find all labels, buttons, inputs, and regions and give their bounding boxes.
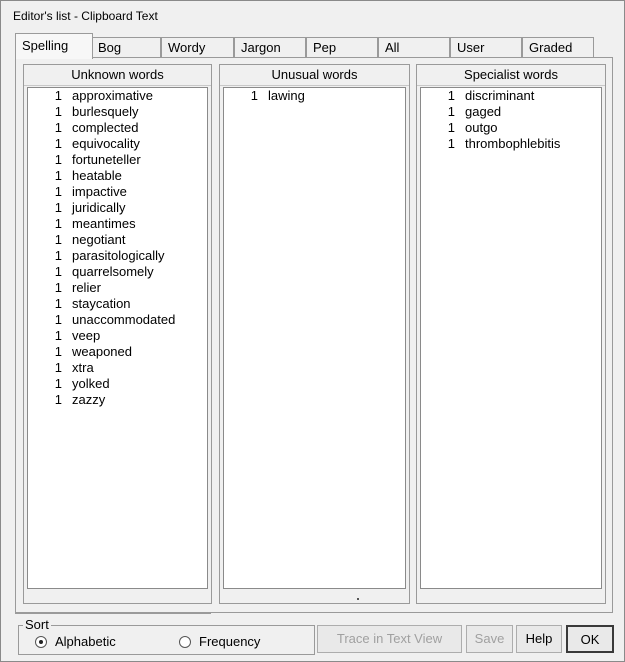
word-count: 1 — [54, 88, 62, 103]
list-item[interactable] — [28, 360, 207, 376]
list-item[interactable] — [224, 88, 405, 104]
list-item[interactable] — [28, 120, 207, 136]
word-count: 1 — [447, 104, 455, 119]
alphabetic-label: Alphabetic — [55, 634, 116, 649]
word-count: 1 — [54, 344, 62, 359]
word-text: outgo — [465, 120, 498, 135]
radio-selected-icon — [35, 636, 47, 648]
specialist-words-list[interactable] — [420, 87, 602, 589]
tab-bog[interactable] — [91, 37, 161, 58]
word-text: relier — [72, 280, 101, 295]
word-text: gaged — [465, 104, 502, 119]
tab-label: Bog — [98, 40, 122, 55]
list-item[interactable] — [28, 296, 207, 312]
list-item[interactable] — [28, 200, 207, 216]
word-text: thrombophlebitis — [465, 136, 561, 151]
list-item[interactable] — [28, 328, 207, 344]
tab-label: User — [457, 40, 485, 55]
word-count: 1 — [54, 392, 62, 407]
word-count: 1 — [54, 264, 62, 279]
list-item[interactable] — [421, 88, 601, 104]
word-count: 1 — [54, 376, 62, 391]
word-count: 1 — [54, 104, 62, 119]
word-count: 1 — [54, 168, 62, 183]
list-item[interactable] — [28, 392, 207, 408]
ok-button[interactable]: OK — [566, 625, 614, 653]
tab-all[interactable] — [378, 37, 450, 58]
list-item[interactable] — [421, 120, 601, 136]
unusual-words-list[interactable] — [223, 87, 406, 589]
word-text: discriminant — [465, 88, 535, 103]
divider — [15, 613, 211, 614]
word-text: burlesquely — [72, 104, 139, 119]
specialist-words-pane — [416, 64, 606, 604]
word-text: weaponed — [72, 344, 132, 359]
word-count: 1 — [54, 216, 62, 231]
resize-dot — [357, 598, 359, 600]
word-count: 1 — [54, 280, 62, 295]
word-count: 1 — [54, 312, 62, 327]
word-count: 1 — [447, 136, 455, 151]
list-item[interactable] — [28, 312, 207, 328]
word-count: 1 — [250, 88, 258, 103]
spelling-tab-panel — [15, 57, 613, 613]
word-text: yolked — [72, 376, 110, 391]
unknown-words-pane — [23, 64, 212, 604]
word-text: equivocality — [72, 136, 140, 151]
list-item[interactable] — [421, 104, 601, 120]
radio-unselected-icon — [179, 636, 191, 648]
word-text: impactive — [72, 184, 127, 199]
list-item[interactable] — [28, 136, 207, 152]
word-count: 1 — [447, 88, 455, 103]
frequency-radio[interactable] — [179, 634, 260, 649]
word-count: 1 — [54, 360, 62, 375]
word-count: 1 — [447, 120, 455, 135]
save-button[interactable]: Save — [466, 625, 513, 653]
tab-label: Wordy — [168, 40, 206, 55]
word-text: parasitologically — [72, 248, 165, 263]
unknown-words-header[interactable]: Unknown words — [24, 65, 211, 86]
title-bar[interactable] — [1, 1, 624, 31]
unusual-words-header[interactable]: Unusual words — [220, 65, 409, 86]
word-text: quarrelsomely — [72, 264, 154, 279]
list-item[interactable] — [28, 232, 207, 248]
word-count: 1 — [54, 184, 62, 199]
word-text: complected — [72, 120, 139, 135]
list-item[interactable] — [28, 88, 207, 104]
word-count: 1 — [54, 136, 62, 151]
sort-group — [18, 617, 315, 655]
list-item[interactable] — [28, 184, 207, 200]
unknown-words-list[interactable] — [27, 87, 208, 589]
window-title: Editor's list - Clipboard Text — [13, 9, 158, 23]
list-item[interactable] — [28, 264, 207, 280]
word-text: staycation — [72, 296, 131, 311]
word-count: 1 — [54, 232, 62, 247]
tab-label: Pep — [313, 40, 337, 55]
tab-label: Jargon — [241, 40, 281, 55]
word-text: lawing — [268, 88, 305, 103]
word-text: unaccommodated — [72, 312, 176, 327]
sort-legend: Sort — [25, 617, 49, 632]
word-text: juridically — [72, 200, 126, 215]
word-count: 1 — [54, 120, 62, 135]
list-item[interactable] — [28, 248, 207, 264]
word-text: meantimes — [72, 216, 136, 231]
help-button[interactable]: Help — [516, 625, 562, 653]
tab-wordy[interactable] — [161, 37, 234, 58]
word-text: veep — [72, 328, 101, 343]
word-count: 1 — [54, 296, 62, 311]
tab-label: Spelling — [22, 38, 69, 53]
frequency-label: Frequency — [199, 634, 261, 649]
word-count: 1 — [54, 200, 62, 215]
word-text: zazzy — [72, 392, 106, 407]
word-text: xtra — [72, 360, 94, 375]
list-item[interactable] — [28, 168, 207, 184]
tab-jargon[interactable] — [234, 37, 306, 58]
list-item[interactable] — [28, 152, 207, 168]
word-count: 1 — [54, 248, 62, 263]
word-text: fortuneteller — [72, 152, 141, 167]
tab-label: Graded — [529, 40, 573, 55]
tab-pep[interactable] — [306, 37, 378, 58]
list-item[interactable] — [28, 376, 207, 392]
tab-user[interactable] — [450, 37, 522, 58]
word-count: 1 — [54, 152, 62, 167]
tab-graded[interactable] — [522, 37, 594, 58]
tab-label: All — [385, 40, 400, 55]
trace-in-text-view-button[interactable]: Trace in Text View — [317, 625, 462, 653]
word-count: 1 — [54, 328, 62, 343]
word-text: negotiant — [72, 232, 126, 247]
word-text: approximative — [72, 88, 153, 103]
tab-spelling[interactable] — [15, 33, 93, 59]
alphabetic-radio[interactable] — [35, 634, 116, 649]
list-item[interactable] — [421, 136, 601, 152]
specialist-words-header[interactable]: Specialist words — [417, 65, 605, 86]
unusual-words-pane — [219, 64, 410, 604]
list-item[interactable] — [28, 344, 207, 360]
list-item[interactable] — [28, 104, 207, 120]
list-item[interactable] — [28, 216, 207, 232]
word-text: heatable — [72, 168, 122, 183]
list-item[interactable] — [28, 280, 207, 296]
